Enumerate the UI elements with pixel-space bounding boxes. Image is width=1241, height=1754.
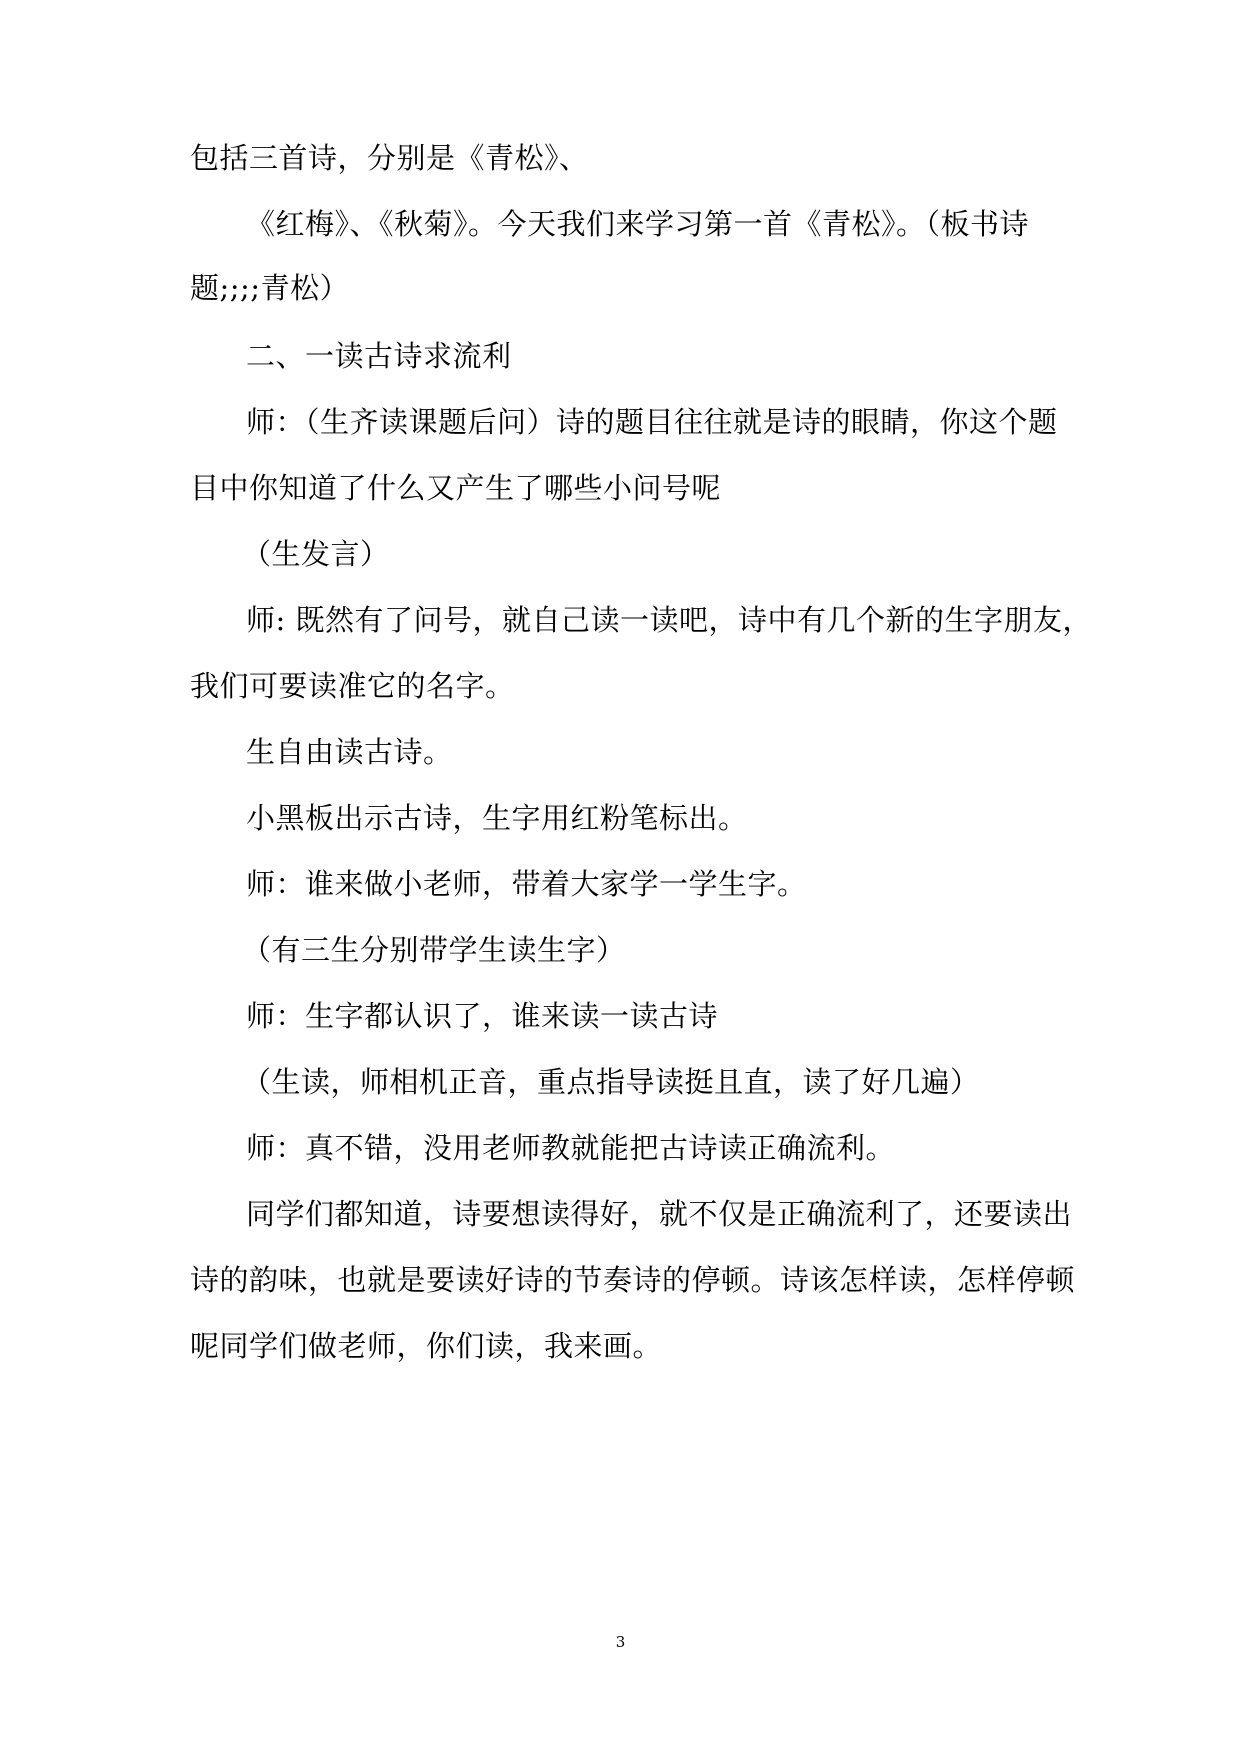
page-number: 3 (615, 1633, 626, 1651)
text-line-13: （有三生分别带学生读生字） (242, 933, 626, 967)
text-line-11: 小黑板出示古诗，生字用红粉笔标出。 (246, 801, 748, 835)
text-line-12: 师：谁来做小老师，带着大家学一学生字。 (246, 867, 807, 901)
text-line-5: 师：（生齐读课题后问）诗的题目往往就是诗的眼睛，你这个题 (246, 405, 1058, 439)
text-line-10: 生自由读古诗。 (246, 735, 453, 769)
text-line-1: 包括三首诗，分别是《青松》、 (190, 141, 589, 175)
text-line-18: 诗的韵味，也就是要读好诗的节奏诗的停顿。诗该怎样读，怎样停顿 (190, 1263, 1076, 1297)
text-line-7: （生发言） (242, 537, 390, 571)
section-heading: 二、一读古诗求流利 (246, 339, 512, 373)
text-line-2: 《红梅》、《秋菊》。今天我们来学习第一首《青松》。（板书诗 (246, 207, 1030, 241)
text-line-17: 同学们都知道，诗要想读得好，就不仅是正确流利了，还要读出 (246, 1197, 1073, 1231)
text-line-6: 目中你知道了什么又产生了哪些小问号呢 (190, 471, 722, 505)
text-line-8: 师: 既然有了问号，就自己读一读吧，诗中有几个新的生字朋友， (246, 603, 1092, 637)
text-line-14: 师：生字都认识了，谁来读一读古诗 (246, 999, 719, 1033)
text-line-16: 师：真不错，没用老师教就能把古诗读正确流利。 (246, 1131, 896, 1165)
text-line-19: 呢同学们做老师，你们读，我来画。 (190, 1329, 663, 1363)
text-line-9: 我们可要读准它的名字。 (190, 669, 515, 703)
text-line-15: （生读，师相机正音，重点指导读挺且直，读了好几遍） (242, 1065, 980, 1099)
text-line-3: 题;;;;青松） (190, 271, 350, 305)
